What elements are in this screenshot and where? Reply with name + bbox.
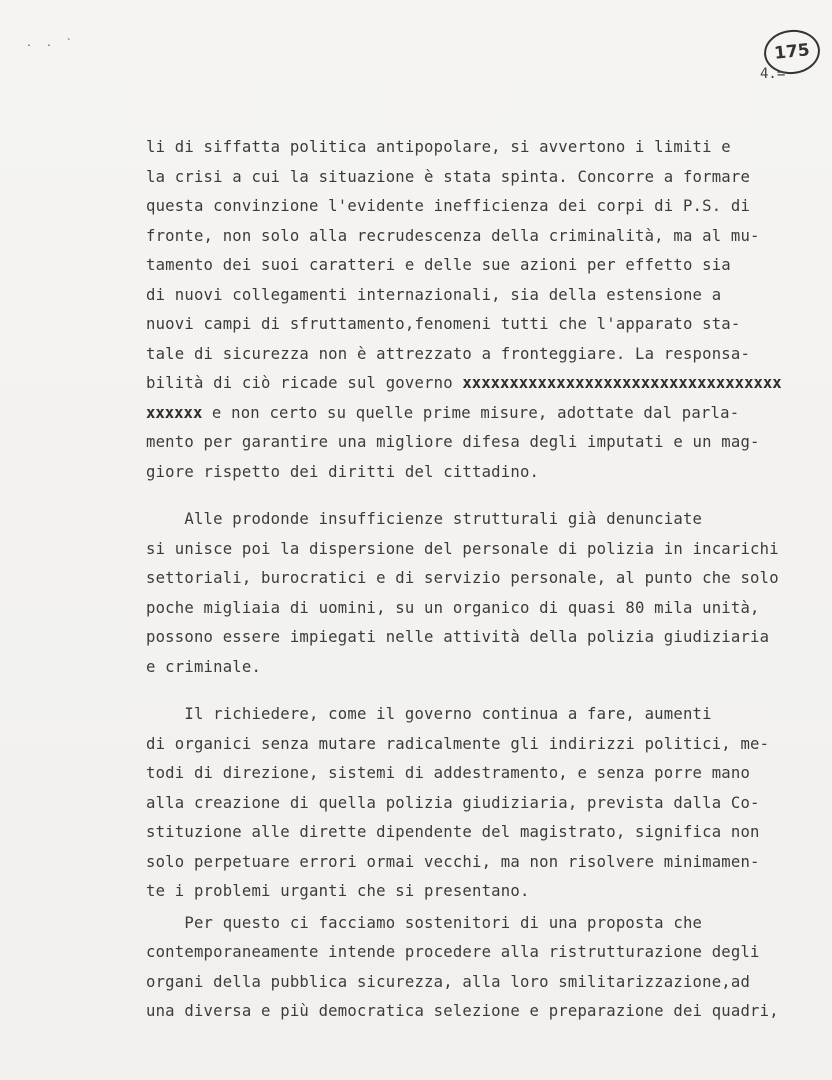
typewritten-body xyxy=(146,133,806,1027)
text-line: organi della pubblica sicurezza, alla loro smilitarizzazione,ad xyxy=(146,972,751,991)
page-number: 4.= xyxy=(760,66,786,82)
paragraph-gap xyxy=(146,487,806,505)
text-line: giore rispetto dei diritti del cittadino. xyxy=(146,462,540,481)
text-line: settoriali, burocratici e di servizio personale, al punto che solo xyxy=(146,569,779,587)
text-line: mento per garantire una migliore difesa degli imputati e un mag- xyxy=(146,433,760,451)
text-line: di nuovi collegamenti internazionali, sia della estensione a xyxy=(146,285,722,304)
text-line: li di siffatta politica antipopolare, si avvertono i limiti e xyxy=(146,138,731,156)
text-line: Alle prodonde insufficienze strutturali già denunciate xyxy=(146,510,703,528)
text-line: todi di direzione, sistemi di addestramento, e senza porre mano xyxy=(146,764,751,782)
text-line: e criminale. xyxy=(146,657,262,676)
struck-out-text: xxxxxxxxxxxxxxxxxxxxxxxxxxxxxxxxxx xyxy=(462,374,782,392)
text-line: nuovi campi di sfruttamento,fenomeni tutti che l'apparato sta- xyxy=(146,315,741,333)
text-line: contemporaneamente intende procedere alla ristrutturazione degli xyxy=(146,943,760,961)
text-line: si unisce poi la dispersione del personale di polizia in incarichi xyxy=(146,539,779,558)
text-line: stituzione alle dirette dipendente del magistrato, significa non xyxy=(146,823,760,841)
text-line: questa convinzione l'evidente inefficienza dei corpi di P.S. di xyxy=(146,197,751,215)
struck-out-text: xxxxxx xyxy=(146,403,203,422)
text-line: tale di sicurezza non è attrezzato a fronteggiare. La responsa- xyxy=(146,344,751,363)
line-end: e non certo su quelle prime misure, adottate dal parla- xyxy=(202,403,740,422)
text-line: fronte, non solo alla recrudescenza della criminalità, ma al mu- xyxy=(146,226,760,245)
text-line: di organici senza mutare radicalmente gli indirizzi politici, me- xyxy=(146,734,770,753)
paragraph-3 xyxy=(146,700,806,907)
text-line: poche migliaia di uomini, su un organico di quasi 80 mila unità, xyxy=(146,598,760,617)
paragraph-gap xyxy=(146,682,806,700)
line-start: bilità di ciò ricade sul governo xyxy=(146,374,463,392)
paragraph-1 xyxy=(146,133,806,487)
text-line-with-strikeout xyxy=(146,369,806,399)
text-line: te i problemi urganti che si presentano. xyxy=(146,882,530,900)
text-line: tamento dei suoi caratteri e delle sue azioni per effetto sia xyxy=(146,256,731,274)
text-line: la crisi a cui la situazione è stata spinta. Concorre a formare xyxy=(146,167,751,186)
text-line: Il richiedere, come il governo continua a fare, aumenti xyxy=(146,705,712,723)
paragraph-2 xyxy=(146,505,806,682)
text-line: Per questo ci facciamo sostenitori di una proposta che xyxy=(146,913,703,932)
paper-specks: . . ` xyxy=(26,38,77,49)
text-line: solo perpetuare errori ormai vecchi, ma non risolvere minimamen- xyxy=(146,852,760,871)
text-line: alla creazione di quella polizia giudiziaria, prevista dalla Co- xyxy=(146,793,760,812)
text-line: possono essere impiegati nelle attività della polizia giudiziaria xyxy=(146,628,770,646)
paragraph-4 xyxy=(146,909,806,1027)
text-line: una diversa e più democratica selezione e preparazione dei quadri, xyxy=(146,1002,779,1020)
text-line-with-strikeout xyxy=(146,399,806,429)
folio-number-circled: 175 xyxy=(762,27,822,77)
